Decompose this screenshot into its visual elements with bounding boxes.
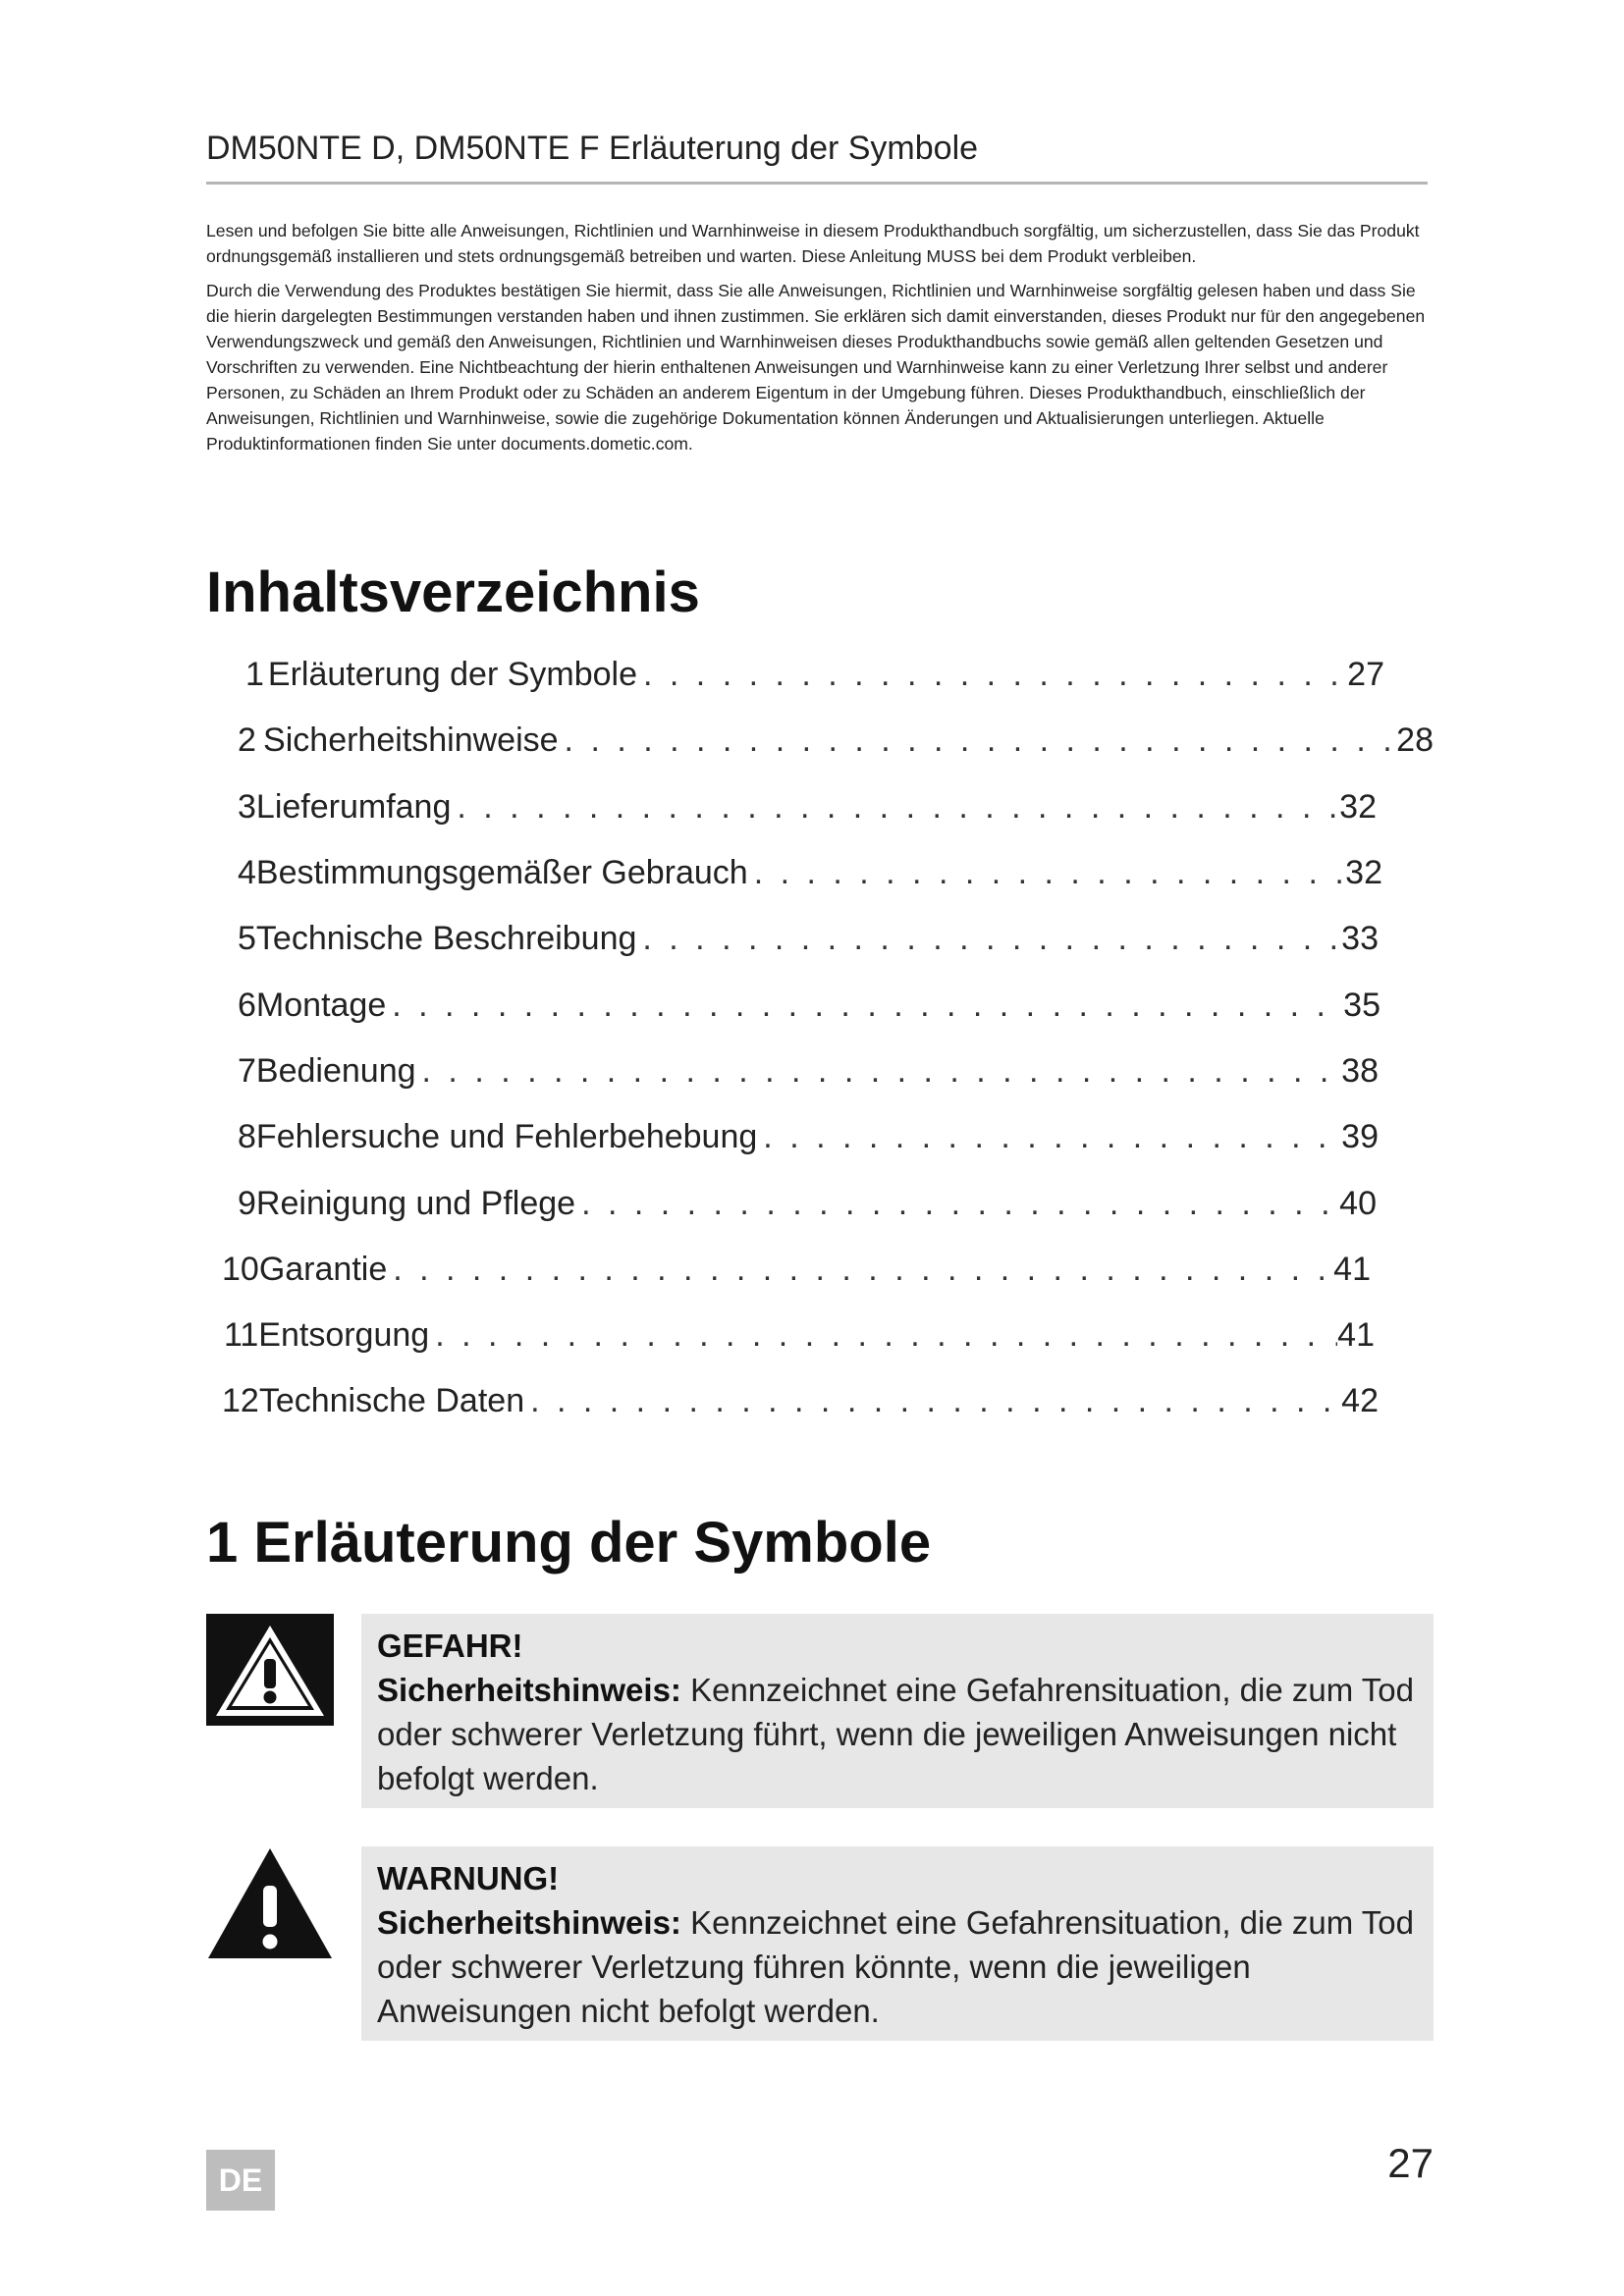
section-1-title: 1 Erläuterung der Symbole [206, 1511, 932, 1575]
danger-signal-word: GEFAHR! [377, 1628, 523, 1664]
toc-entry-number: 10 [222, 1251, 259, 1288]
intro-paragraph-1: Lesen und befolgen Sie bitte alle Anweisungen, Richtlinien und Warnhinweise in diesem Produkthandbuch sorgfältig, um sicherzustellen, dass Sie das Produkt ordnungsgemäß installieren und stets ordnungsgemäß betreiben und warten. Diese Anleitung MUSS bei dem Produkt verbleiben. [206, 221, 1420, 266]
toc-entry-9[interactable] [238, 1185, 1377, 1228]
toc-entry-7[interactable] [238, 1052, 1379, 1095]
toc-entry-page: 41 [1333, 1251, 1371, 1288]
intro-paragraph-2: Durch die Verwendung des Produktes bestätigen Sie hiermit, dass Sie alle Anweisungen, Richtlinien und Warnhinweise sorgfältig gelesen haben und dass Sie die hierin dargelegten Bestimmungen verstanden haben und ihnen zustimmen. Sie erklären sich damit einverstanden, dieses Produkt nur für den angegebenen Verwendungszweck und gemäß den Anweisungen, Richtlinien und Warnhinweisen dieses Produkthandbuchs sowie gemäß allen geltenden Gesetzen und Vorschriften zu verwenden. Eine Nichtbeachtung der hierin enthaltenen Anweisungen und Warnhinweise kann zu einer Verletzung Ihrer selbst und anderer Personen, zu Schäden an Ihrem Produkt oder zu Schäden an anderem Eigentum in der Umgebung führen. Dieses Produkthandbuch, einschließlich der Anweisungen, Richtlinien und Warnhinweise, sowie die zugehörige Dokumentation können Änderungen und Aktualisierungen unterliegen. Aktuelle Produktinformationen finden Sie unter documents.dometic.com. [206, 281, 1426, 454]
toc-entry-4[interactable] [238, 854, 1382, 897]
warning-notice-panel [361, 1846, 1434, 2041]
toc-entry-page: 28 [1396, 721, 1434, 759]
warning-notice-label: Sicherheitshinweis: [377, 1904, 681, 1941]
toc-entry-page: 38 [1341, 1052, 1379, 1090]
danger-notice-text: Kennzeichnet eine Gefahrensituation, die zum Tod oder schwerer Verletzung führt, wenn die jeweiligen Anweisungen nicht befolgt werden. [377, 1672, 1414, 1796]
toc-entry-number: 6 [238, 987, 256, 1024]
toc-entry-label: Garantie [258, 1251, 388, 1288]
toc-entry-10[interactable] [222, 1251, 1371, 1294]
warning-notice-text: Kennzeichnet eine Gefahrensituation, die zum Tod oder schwerer Verletzung führen könnte, wenn die jeweiligen Anweisungen nicht befolgt werden. [377, 1904, 1414, 2029]
warning-triangle-icon-svg [206, 1846, 334, 1962]
warning-notice [206, 1846, 1434, 2041]
toc-entry-label: Reinigung und Pflege [255, 1185, 576, 1222]
toc-entry-label: Bedienung [255, 1052, 416, 1090]
toc-entry-number: 9 [238, 1185, 256, 1222]
toc-entry-page: 40 [1339, 1185, 1377, 1222]
toc-entry-5[interactable] [238, 920, 1379, 963]
toc-entry-number: 12 [222, 1382, 259, 1419]
toc-leader-dots [637, 656, 1347, 694]
toc-entry-8[interactable] [238, 1118, 1379, 1161]
toc-entry-label: Bestimmungsgemäßer Gebrauch [255, 854, 748, 891]
toc-entry-6[interactable] [238, 987, 1380, 1030]
toc-entry-number: 1 [245, 656, 264, 693]
toc-entry-page: 39 [1341, 1118, 1379, 1155]
toc-leader-dots [575, 1185, 1339, 1223]
toc-entry-page: 32 [1339, 788, 1377, 826]
warning-triangle-icon [206, 1846, 334, 1958]
danger-warning-icon-svg [206, 1614, 334, 1726]
toc-entry-1[interactable] [245, 656, 1384, 699]
toc-entry-page: 42 [1341, 1382, 1379, 1419]
toc-entry-number: 11 [224, 1316, 259, 1354]
intro-text [206, 218, 1434, 465]
warning-signal-word: WARNUNG! [377, 1860, 560, 1896]
toc-entry-page: 41 [1337, 1316, 1375, 1354]
toc-leader-dots [451, 788, 1339, 827]
toc-leader-dots [386, 987, 1343, 1025]
toc-entry-label: Fehlersuche und Fehlerbehebung [255, 1118, 758, 1155]
toc-entry-number: 8 [238, 1118, 256, 1155]
toc-entry-label: Technische Beschreibung [255, 920, 637, 957]
toc-entry-page: 33 [1341, 920, 1379, 957]
toc-entry-page: 27 [1347, 656, 1384, 693]
running-header: DM50NTE D, DM50NTE F Erläuterung der Symbole [206, 130, 1428, 185]
toc-leader-dots [387, 1251, 1333, 1289]
danger-warning-icon [206, 1614, 334, 1726]
toc-entry-label: Erläuterung der Symbole [267, 656, 638, 693]
danger-notice-panel [361, 1614, 1434, 1808]
toc-entry-2[interactable] [238, 721, 1434, 765]
toc-entry-3[interactable] [238, 788, 1377, 831]
page-number: 27 [1387, 2140, 1434, 2186]
toc-entry-number: 5 [238, 920, 256, 957]
toc-leader-dots [757, 1118, 1341, 1156]
toc-leader-dots [429, 1316, 1337, 1355]
language-tab: DE [206, 2150, 275, 2211]
toc-entry-page: 35 [1343, 987, 1380, 1024]
toc-entry-label: Entsorgung [258, 1316, 430, 1354]
toc-leader-dots [636, 920, 1341, 958]
toc-entry-number: 4 [238, 854, 256, 891]
toc-leader-dots [416, 1052, 1342, 1091]
toc-leader-dots [524, 1382, 1341, 1420]
danger-notice [206, 1614, 1434, 1808]
toc-entry-12[interactable] [222, 1382, 1379, 1425]
toc-entry-label: Montage [255, 987, 387, 1024]
toc-leader-dots [748, 854, 1345, 892]
toc-entry-11[interactable] [224, 1316, 1375, 1360]
danger-notice-label: Sicherheitshinweis: [377, 1672, 681, 1708]
toc-entry-label: Sicherheitshinweise [263, 721, 559, 759]
toc-entry-label: Technische Daten [258, 1382, 525, 1419]
toc-leader-dots [559, 721, 1397, 760]
toc-title: Inhaltsverzeichnis [206, 561, 700, 624]
toc-entry-number: 2 [238, 721, 256, 759]
toc-entry-number: 3 [238, 788, 256, 826]
toc-entry-number: 7 [238, 1052, 256, 1090]
toc-entry-label: Lieferumfang [255, 788, 452, 826]
toc-entry-page: 32 [1345, 854, 1382, 891]
